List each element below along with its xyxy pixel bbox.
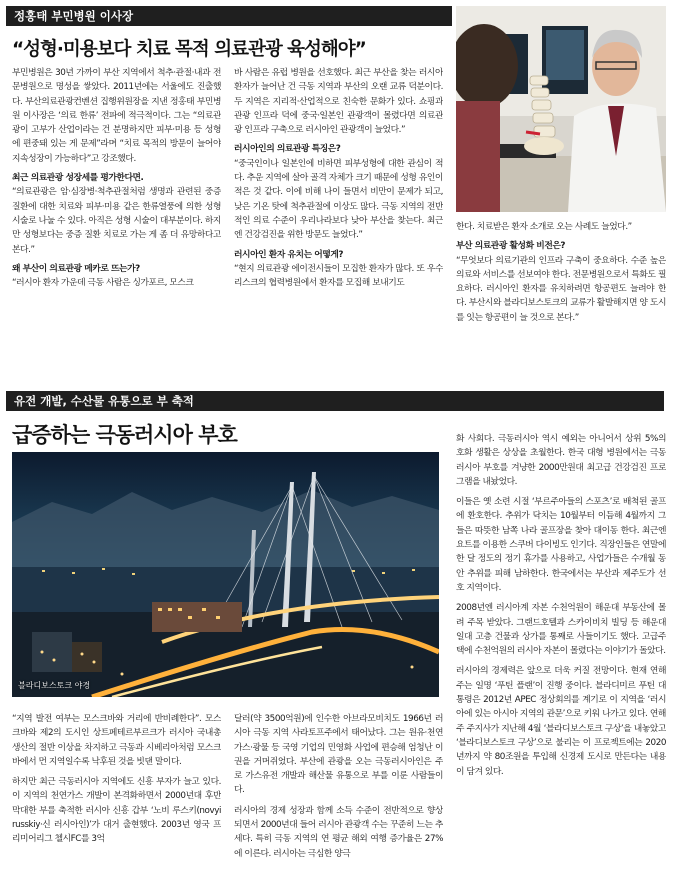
paragraph: 달러(약 3500억원)에 인수한 아브라모비치도 1966년 러시아 극동 지역 사라토프주에서 태어났다. 그는 원유·천연가스·광물 등 국영 기업의 민영화 사업에 편승해 엄청난 이권을 거머쥐었다. 부산에 관광을 오는 극동러시아인은 주로 가스유전 개발과 해산물 유통으로 부를 이룬 사람들이다.: [234, 714, 443, 796]
photo-caption: 블라디보스토크 야경: [18, 681, 91, 690]
paragraph: 하지만 최근 극동러시아 지역에도 신흥 부자가 늘고 있다. 이 지역의 천연가스 개발이 본격화하면서 2000년대 후반 막대한 부를 축적한 러시아 신흥 갑부 ‘노비 루스키(novyi russkiy·신 러시아인)’가 대거 출현했다. 2003년 영국 프리미어리그 첼시FC를 3억: [12, 777, 221, 845]
paragraph: 러시아의 경제 성장과 함께 소득 수준이 전반적으로 향상되면서 2000년대 들어 러시아 관광객 수는 꾸준히 느는 추세다. 특히 극동 지역의 연 평균 해외 여행 증가율은 27%에 이른다. 러시아는 극심한 양극: [234, 805, 443, 859]
paragraph: “중국인이나 일본인에 비하면 피부성형에 대한 관심이 적다. 추운 지역에 살아 골격 자체가 크기 때문에 성형 유인이 적은 것 같다. 이에 비해 나이 들면서 비만이 문제가 되고, 낮은 기온 탓에 척추관절에 이상도 많다. 극동 지역의 전반적인 의료 수준이 우리나라보다 낮아 부산을 찾는다. 최근엔 건강검진을 위한 방문도 늘었다.”: [234, 158, 443, 241]
interview-question: 러시아인의 의료관광 특징은?: [234, 144, 341, 155]
paragraph: “지역 발전 여부는 모스크바와 거리에 반비례한다”. 모스크바와 제2의 도시인 상트페테르부르크가 러시아 국내총생산의 절반 이상을 차지하고 극동과 시베리아처럼 모스크바에서 먼 지역일수록 낙후된 것을 빗댄 말이다.: [12, 714, 221, 767]
paragraph: 러시아의 경제력은 앞으로 더욱 커질 전망이다. 현재 연해주는 일명 ‘푸틴 플랜’이 진행 중이다. 블라디미르 푸틴 대통령은 2012년 APEC 정상회의를 계기로 이 지역을 ‘러시아에 있는 아시아 지역의 관문’으로 키워 나가고 있다. 연해주 주지사가 지난해 4월 ‘블라디보스토크 구상’을 내놓았고 ‘블라디보스토크 구상’으로 불리는 이 프로젝트에는 2020년까지 약 80조원을 투입해 신경제 도시로 만든다는 내용이 담겨 있다.: [456, 666, 666, 777]
interview-question: 왜 부산이 의료관광 메카로 뜨는가?: [12, 263, 140, 274]
paragraph: 부민병원은 30년 가까이 부산 지역에서 척추·관절·내과 전문병원으로 명성을 쌓았다. 2011년에는 서울에도 진출했다. 부산의료관광컨벤션 집행위원장을 지낸 정홍태 부민병원 이사장은 ‘의료 한류’ 전파에 적극적이다. 그는 “의료관광이 고부가 산업이라는 건 분명하지만 피부·미용 등 성형에 편중돼 있는 게 문제”라며 “치료 목적의 방문이 늘어야 지속성장이 가능하다”고 강조했다.: [12, 68, 221, 164]
interview-column-1: [12, 66, 221, 366]
paragraph: 바 사람은 유럽 병원을 선호했다. 최근 부산을 찾는 러시아 환자가 늘어난 건 극동 지역과 부산의 오랜 교류 덕분이다. 두 지역은 지리적·산업적으로 친숙한 문화가 있다. 쇼핑과 관광 인프라 덕에 중국·일본인 관광객이 몰렸다면 의료관광 인프라 구축으로 러시아인 관광객이 늘었다.”: [234, 68, 443, 136]
paragraph: “의료관광은 암·심장병·척추관절처럼 생명과 관련된 중증 질환에 대한 치료와 피부·미용 같은 한류열풍에 의한 성형 시술로 나눌 수 있다. 아직은 성형 시술이 대부분이다. 하지만 성형보다는 중증 질환 치료로 가는 게 좀 더 유망하다고 본다.”: [12, 187, 221, 255]
doctor-portrait-photo: [456, 6, 666, 212]
paragraph: 2008년엔 러시아계 자본 수천억원이 해운대 부동산에 몰려 주목 받았다. 그랜드호텔과 스카이비치 빌딩 등 해운대 일대 고층 건물과 상가를 통째로 사들이기도 했다. 고급주택에 수천억원의 러시아 자본이 몰렸다는 이야기가 돌았다.: [456, 603, 666, 657]
feature-headline: 급증하는 극동러시아 부호: [12, 423, 237, 447]
interview-column-2: [234, 66, 443, 366]
interview-question: 부산 의료관광 활성화 비전은?: [456, 241, 566, 252]
feature-bottom-column-2: [234, 712, 443, 884]
interview-question: 최근 의료관광 성장세를 평가한다면.: [12, 173, 144, 184]
interview-column-3: [456, 220, 666, 366]
paragraph: “러시아 환자 가운데 극동 사람은 싱가포르, 모스크: [12, 278, 194, 289]
feature-section-band: 유전 개발, 수산물 유통으로 부 축적: [6, 391, 664, 411]
feature-bottom-column-1: [12, 712, 221, 884]
paragraph: “무엇보다 의료기관의 인프라 구축이 중요하다. 수준 높은 의료와 서비스를 선보여야 한다. 전문병원으로서 특화도 필요하다. 러시아인 환자를 유치하려면 항공편도 늘려야 한다. 부산시와 블라디보스토크의 교류가 활발해지면 양 도시를 잇는 항공편이 늘 것으로 본다.”: [456, 255, 666, 323]
vladivostok-night-photo: [12, 452, 439, 697]
interview-question: 러시아인 환자 유치는 어떻게?: [234, 249, 344, 260]
paragraph: 이들은 옛 소련 시절 ‘부르주아들의 스포츠’로 배척된 골프에 환호한다. 추위가 닥치는 10월부터 이듬해 4월까지 그들은 따뜻한 남쪽 나라 골프장을 찾아 대이동 한다. 최근엔 요트를 이용한 스쿠버 다이빙도 인기다. 직장인들은 연말에 한 달 정도의 정기 휴가를 사용하고, 사업가들은 수개월 동안 추위를 피해 남하한다. 한국에서는 부산과 제주도가 선호 지역이다.: [456, 497, 666, 593]
paragraph: 한다. 치료받은 환자 소개로 오는 사례도 늘었다.”: [456, 222, 632, 232]
interview-headline: “성형·미용보다 치료 목적 의료관광 육성해야”: [12, 39, 366, 60]
paragraph: 화 사회다. 극동러시아 역시 예외는 아니어서 상위 5%의 호화 생활은 상상을 초월한다. 한국 대형 병원에서는 극동러시아 부호를 겨냥한 2000만원대 최고급 건강검진 프로그램을 내놨었다.: [456, 434, 666, 487]
interview-section-band: 정홍태 부민병원 이사장: [6, 6, 452, 26]
feature-right-column: [456, 432, 666, 884]
paragraph: “현지 의료관광 에이전시들이 모집한 환자가 많다. 또 우수리스크의 협력병원에서 환자를 모집해 보내기도: [234, 263, 443, 289]
